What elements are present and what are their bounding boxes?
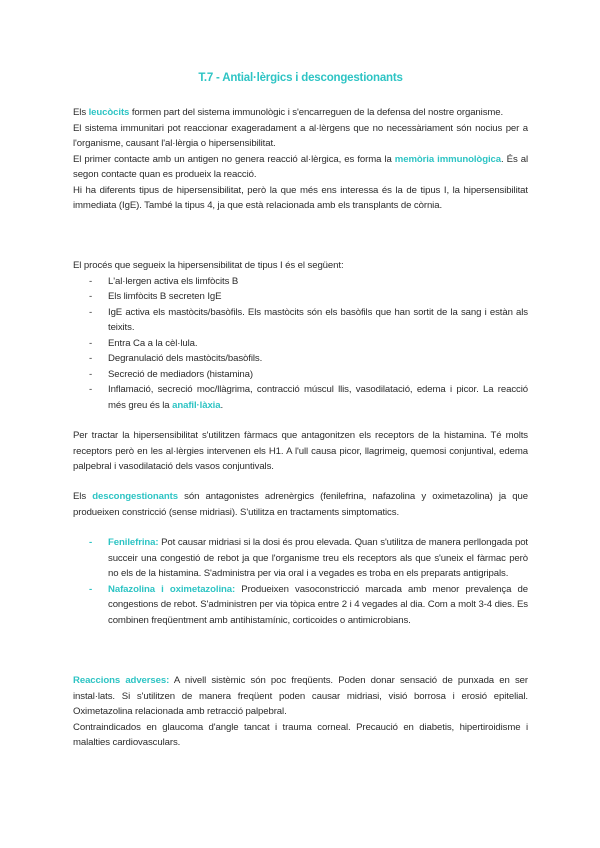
process-heading: El procés que segueix la hipersensibilitat de tipus I és el següent: [73,260,344,271]
adverse-label: Reaccions adverses: [73,675,170,686]
text: A nivell sistèmic són poc freqüents. Poden donar sensació de punxada en ser instal·lats. Si s'utilitzen de manera freqüent poden causar midriasi, visió borrosa i erosió epitelial. Oximetazolina relacionada amb retracció palpebral. [73,675,529,717]
document-title: T.7 - Antial·lèrgics i descongestionants [198,72,403,84]
intro-paragraph-4: Hi ha diferents tipus de hipersensibilitat, però la que més ens interessa és la de tipus I, la hipersensibilitat immediata (IgE). També la tipus 4, ja que està relacionada amb els transplants de còrnia. [73,184,528,211]
text: El primer contacte amb un antigen no genera reacció al·lèrgica, es forma la [73,153,395,165]
process-section [73,258,528,413]
text: . [220,399,224,411]
drug-item-fenilefrina [73,535,528,582]
intro-paragraph-3 [73,152,528,183]
drugs-section [73,535,528,628]
drugs-list [73,535,528,628]
highlight-leucocits: leucòcits [88,107,130,118]
text: formen part del sistema immunològic i s'encarreguen de la defensa del nostre organisme. [129,107,504,118]
treatment-paragraph-1: Per tractar la hipersensibilitat s'utilitzen fàrmacs que antagonitzen els receptors de la histamina. Té molts receptors però en les al·lèrgies intervenen els H1. A l'ull causa picor, llagrimeig, quemosi conjuntival, edema palpebral i vasodilatació dels vasos conjuntivals. [73,430,528,472]
highlight-descongestionants: descongestionants [92,491,178,502]
adverse-section [73,673,528,751]
adverse-paragraph [73,673,528,720]
list-item: - IgE activa els mastòcits/basòfils. Els mastòcits són els basòfils que han sortit de la sang i estàn als teixits. [73,305,528,336]
list-item: - Els limfòcits B secreten IgE [73,289,528,305]
list-item [73,382,528,413]
text: són antagonistes adrenèrgics (fenilefrina, nafazolina y oximetazolina) ja que produeixen constricció (sense midriasi). S'utilitza en tractaments simptomatics. [73,491,529,518]
list-item: - L'al·lergen activa els limfòcits B [73,274,528,290]
text: Els [73,107,89,118]
process-list [73,274,528,414]
contraindications-paragraph: Contraindicados en glaucoma d'angle tancat i trauma corneal. Precaució en diabetis, hipertiroidisme i malalties cardiovasculars. [73,721,528,748]
highlight-memoria: memòria immunològica [394,153,501,165]
treatment-section [73,428,528,475]
text: . És al segon contacte quan es produeix la reacció. [73,153,528,180]
intro-paragraph-2: El sistema immunitari pot reaccionar exageradament a al·lèrgens que no necessàriament són nocius per a l'organisme, causant l'al·lèrgia o hipersensibilitat. [73,122,528,149]
drug-name: Nafazolina i oximetazolina: [108,583,236,595]
drug-description: Pot causar midriasi si la dosi és prou elevada. Quan s'utilitza de manera perllongada pot succeir una congestió de rebot ja que l'organisme treu els receptors als que s'uneix el fàrmac però no els de la histamina. S'administra per via oral i a vegades es troba en els preparats antigripals. [108,537,528,579]
text: Inflamació, secreció moc/llàgrima, contracció múscul llis, vasodilatació, edema i picor. La reacció més greu és la [108,384,528,411]
list-item: - Entra Ca a la cèl·lula. [73,336,528,352]
drug-item-nafazolina [73,582,528,629]
highlight-anafilaxia: anafil·làxia [172,399,221,411]
list-item: - Degranulació dels mastòcits/basòfils. [73,351,528,367]
intro-paragraph-1 [73,105,528,121]
text: Els [73,491,93,502]
drug-description: Produeixen vasoconstricció marcada amb menor prevalença de congestions de rebot. S'administren per via tòpica entre 2 i 4 vegades al dia. Com a molt 3-4 dies. Es combinen freqüentment amb antihistamínic, corticoides o antimicrobians. [108,583,528,626]
decongestants-section [73,489,528,520]
list-item: - Secreció de mediadors (histamina) [73,367,528,383]
intro-section [73,105,528,214]
drug-name: Fenilefrina: [108,537,159,548]
treatment-paragraph-2 [73,489,528,520]
